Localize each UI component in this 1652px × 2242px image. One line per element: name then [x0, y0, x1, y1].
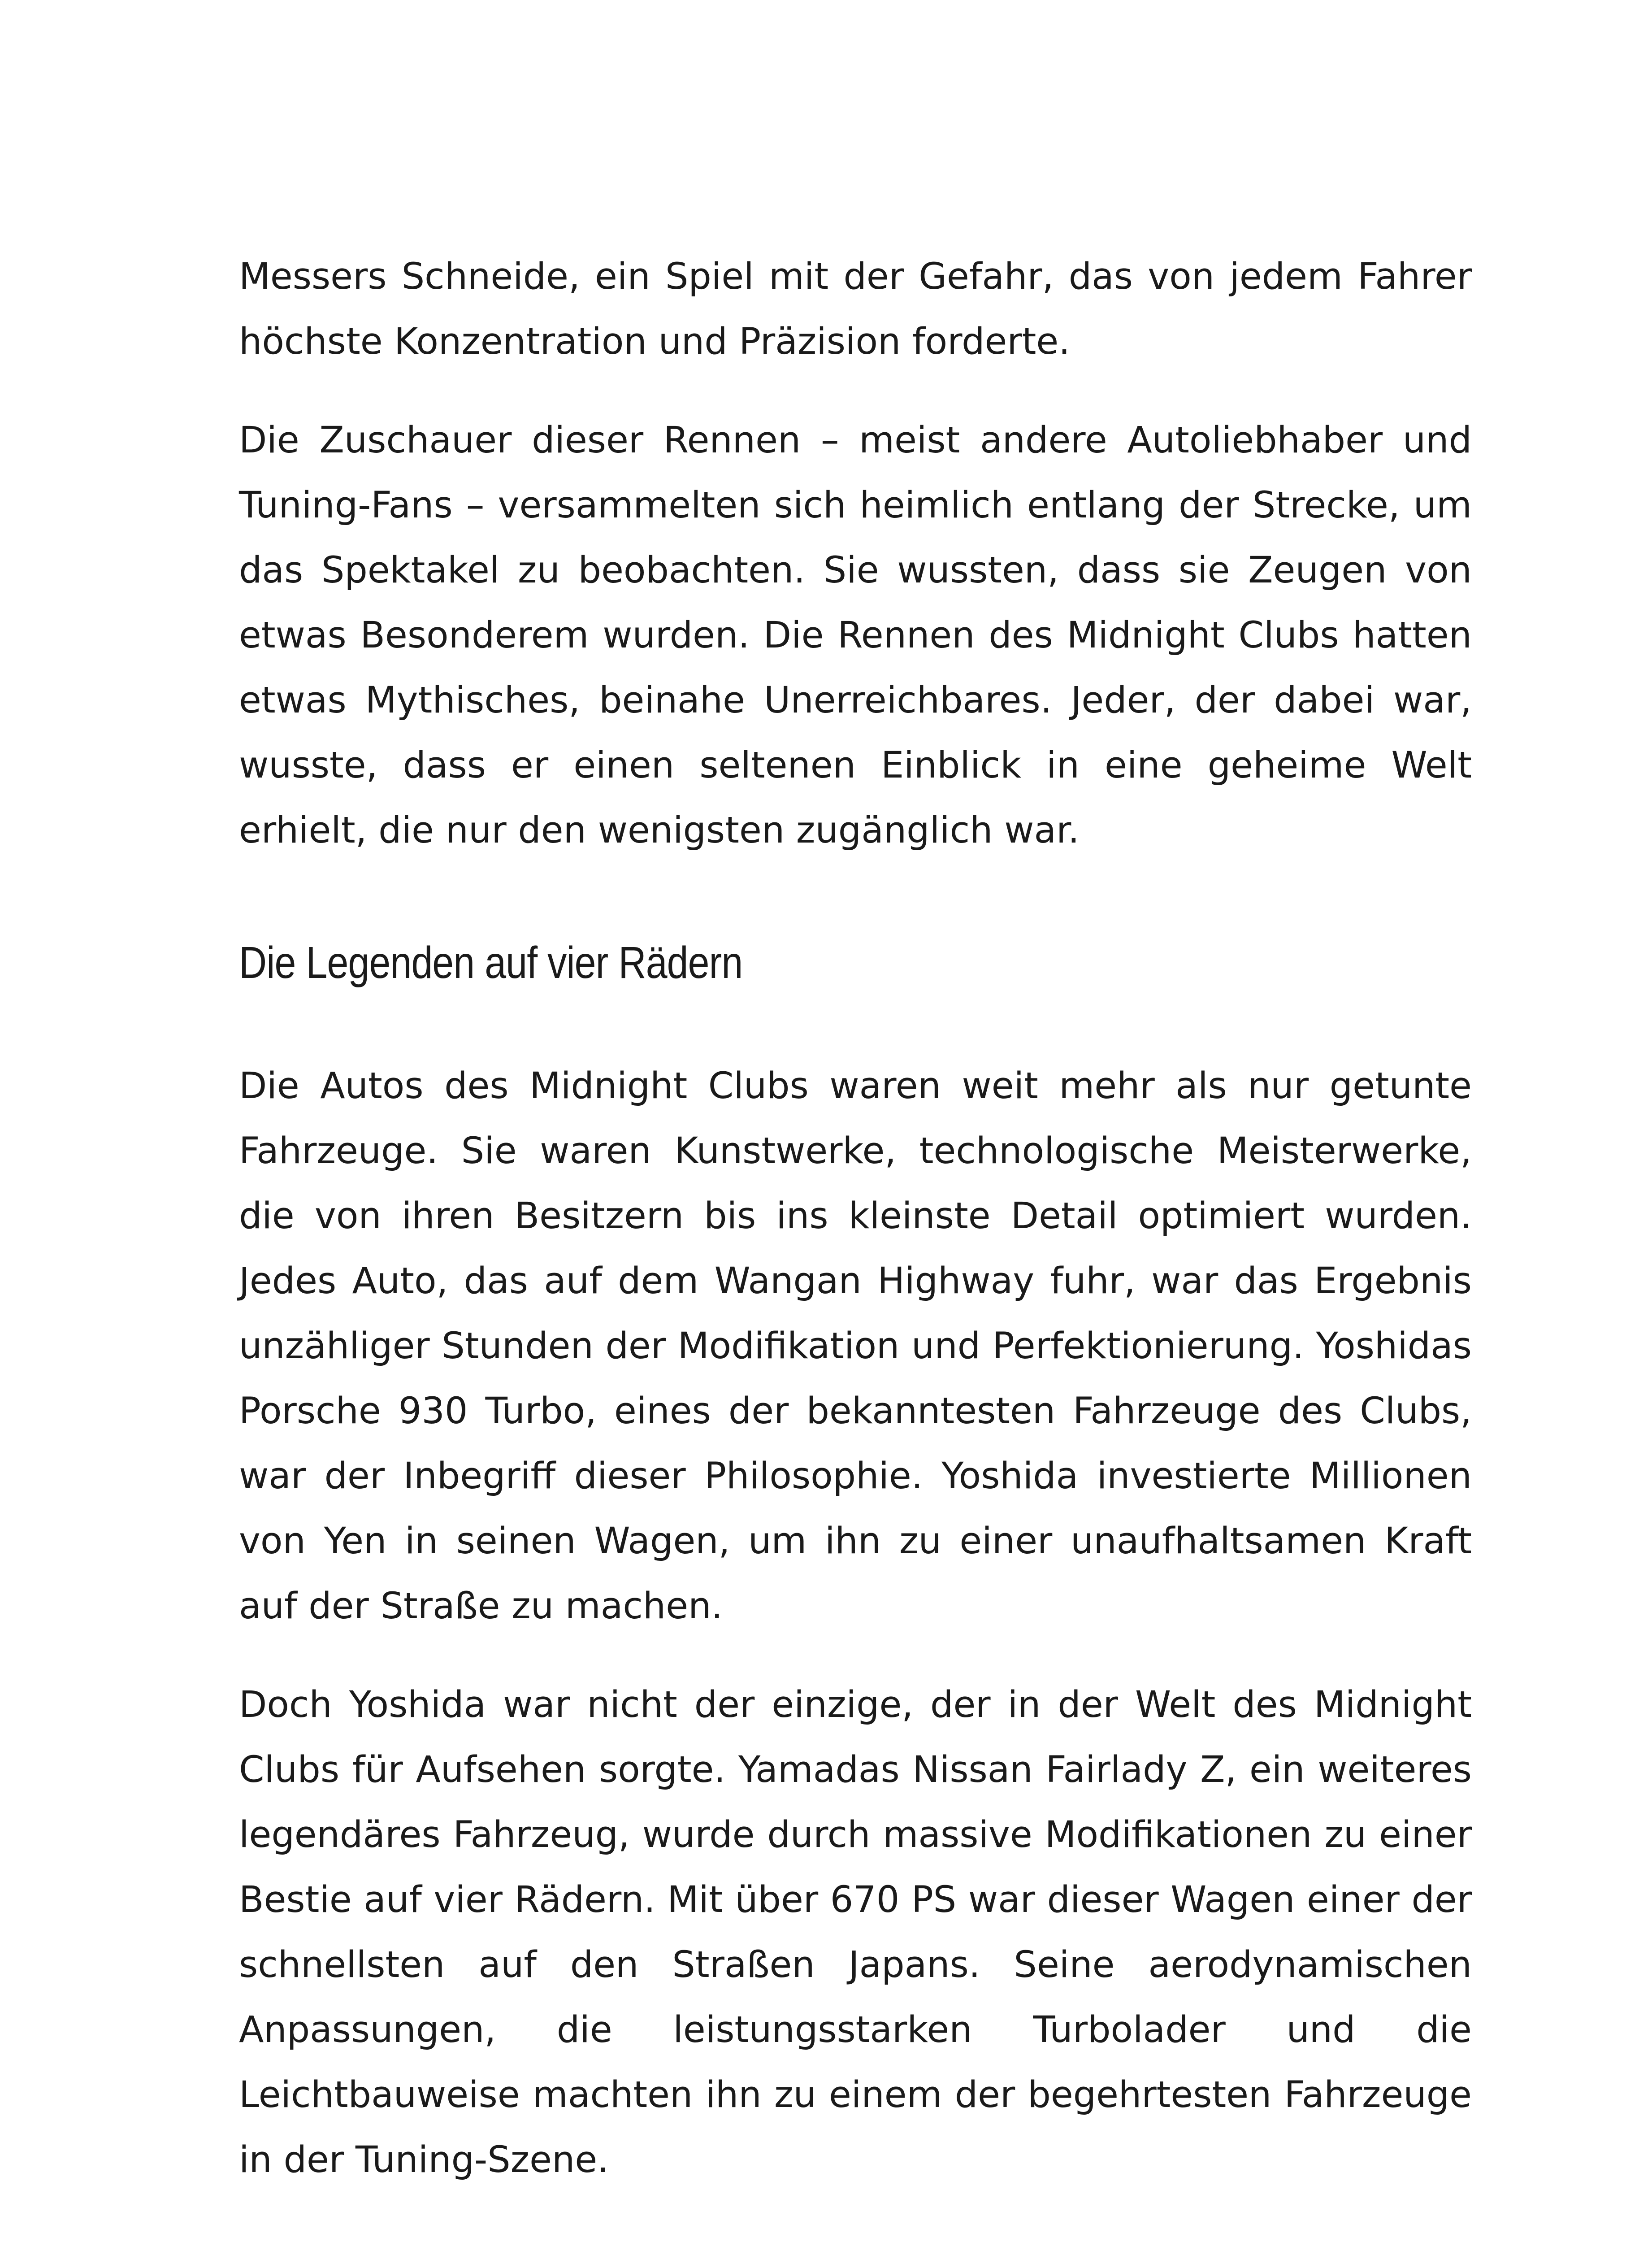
paragraph-3: Die Autos des Midnight Clubs waren weit mehr als nur getunte Fahrzeuge. Sie waren Kunstwerke, technologische Meisterwerke, die von ihren Besitzern bis ins kleinste Detail optimiert wurden. Jedes Auto, das auf dem Wangan Highway fuhr, war das Ergebnis unzähliger Stunden der Modifikation und Perfektionierung. Yoshidas Porsche 930 Turbo, eines der bekanntesten Fahrzeuge des Clubs, war der Inbegriff dieser Philosophie. Yoshida investierte Millionen von Yen in seinen Wagen, um ihn zu einer unaufhaltsamen Kraft auf der Straße zu machen.: [239, 1065, 1472, 1627]
paragraph-1: Messers Schneide, ein Spiel mit der Gefahr, das von jedem Fahrer höchste Konzentration und Präzision forderte.: [239, 256, 1472, 363]
paragraph-2: Die Zuschauer dieser Rennen – meist andere Autoliebhaber und Tuning-Fans – versammelten sich heimlich entlang der Strecke, um das Spektakel zu beobachten. Sie wussten, dass sie Zeugen von etwas Besonderem wurden. Die Rennen des Midnight Clubs hatten etwas Mythisches, beinahe Unerreichbares. Jeder, der dabei war, wusste, dass er einen seltenen Einblick in eine geheime Welt erhielt, die nur den wenigsten zugänglich war.: [239, 419, 1472, 852]
section-heading: Die Legenden auf vier Rädern: [239, 938, 743, 988]
paragraph-4: Doch Yoshida war nicht der einzige, der in der Welt des Midnight Clubs für Aufsehen sorgte. Yamadas Nissan Fairlady Z, ein weiteres legendäres Fahrzeug, wurde durch massive Modifikationen zu einer Bestie auf vier Rädern. Mit über 670 PS war dieser Wagen einer der schnellsten auf den Straßen Japans. Seine aerodynamischen Anpassungen, die leistungsstarken Turbolader und die Leichtbauweise machten ihn zu einem der begehrtesten Fahrzeuge in der Tuning-Szene.: [239, 1684, 1472, 2181]
body-text-section: [239, 1054, 1472, 2193]
body-text-top: [239, 244, 1472, 863]
